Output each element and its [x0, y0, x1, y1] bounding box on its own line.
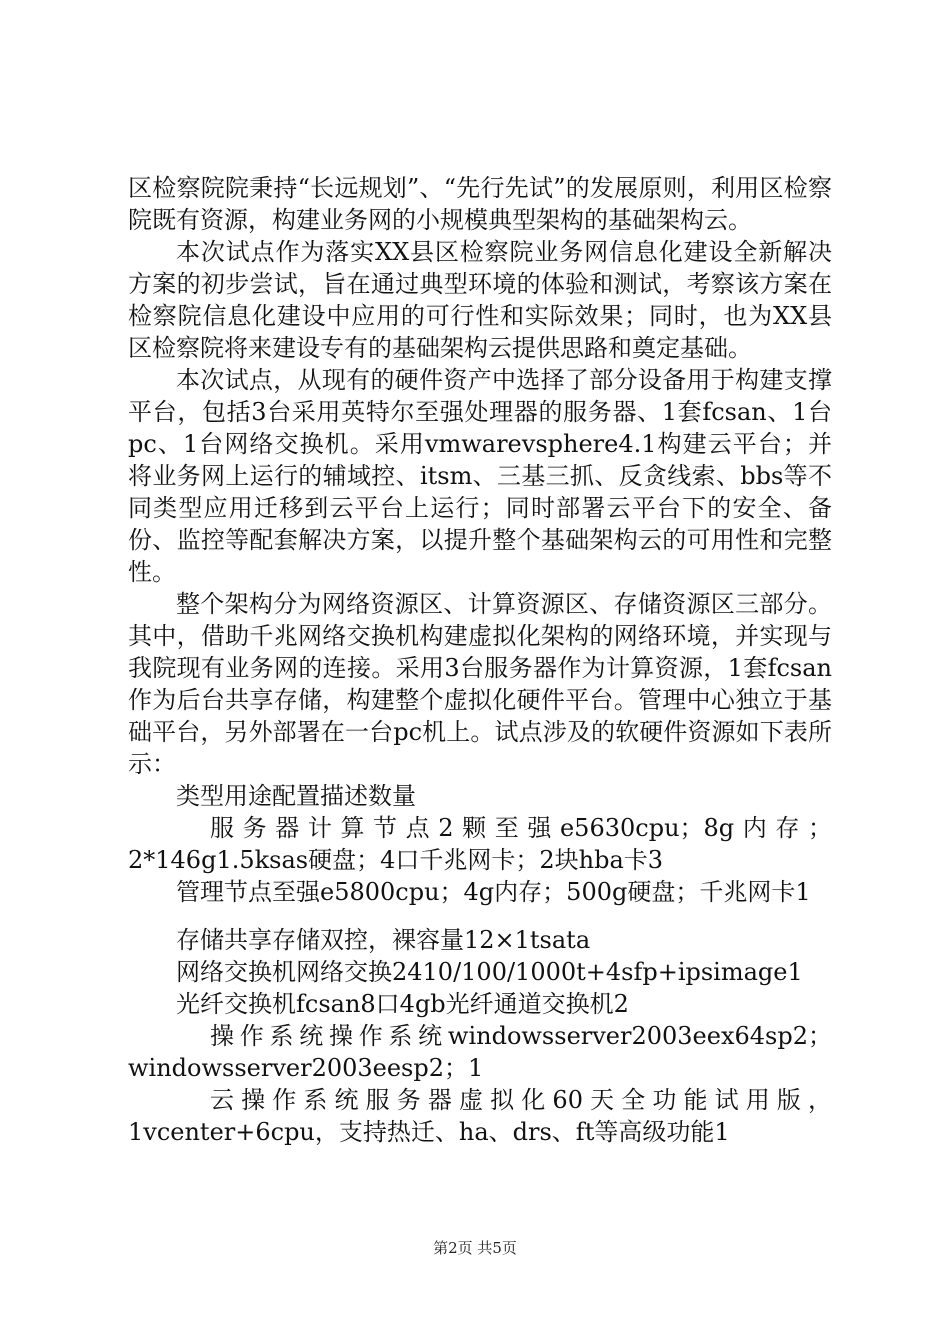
table-line-cloud-os: 云操作系统服务器虚拟化60天全功能试用版，1vcenter+6cpu，支持热迁、ha、drs、ft等高级功能1	[128, 1086, 832, 1146]
paragraph-4: 整个架构分为网络资源区、计算资源区、存储资源区三部分。其中，借助千兆网络交换机构建虚拟化架构的网络环境，并实现与我院现有业务网的连接。采用3台服务器作为计算资源，1套fcsan作为后台共享存储，构建整个虚拟化硬件平台。管理中心独立于基础平台，另外部署在一台pc机上。试点涉及的软硬件资源如下表所示：	[128, 590, 832, 778]
resource-table-text	[128, 780, 832, 1148]
page-footer: 第2页 共5页	[433, 1239, 517, 1257]
table-line-server-compute: 服务器计算节点2颗至强e5630cpu；8g内存；2*146g1.5ksas硬盘；4口千兆网卡；2块hba卡3	[128, 814, 832, 874]
table-line-server-management: 管理节点至强e5800cpu；4g内存；500g硬盘；千兆网卡1	[176, 878, 811, 906]
table-line-operating-system: 操作系统操作系统windowsserver2003eex64sp2；windowsserver2003eesp2；1	[128, 1022, 832, 1082]
table-header-line: 类型用途配置描述数量	[176, 782, 416, 810]
paragraph-3: 本次试点，从现有的硬件资产中选择了部分设备用于构建支撑平台，包括3台采用英特尔至强处理器的服务器、1套fcsan、1台pc、1台网络交换机。采用vmwarevsphere4.1构建云平台；并将业务网上运行的辅域控、itsm、三基三抓、反贪线索、bbs等不同类型应用迁移到云平台上运行；同时部署云平台下的安全、备份、监控等配套解决方案，以提升整个基础架构云的可用性和完整性。	[128, 366, 832, 586]
table-line-storage: 存储共享存储双控，裸容量12×1tsata	[176, 926, 591, 954]
table-line-network-switch: 网络交换机网络交换2410/100/1000t+4sfp+ipsimage1	[176, 958, 803, 986]
paragraph-2: 本次试点作为落实XX县区检察院业务网信息化建设全新解决方案的初步尝试，旨在通过典型环境的体验和测试，考察该方案在检察院信息化建设中应用的可行性和实际效果；同时，也为XX县区检察院将来建设专有的基础架构云提供思路和奠定基础。	[128, 238, 832, 362]
document-body	[128, 172, 832, 1148]
blank-gap	[128, 908, 832, 924]
table-line-fibre-switch: 光纤交换机fcsan8口4gb光纤通道交换机2	[176, 990, 629, 1018]
paragraph-1: 区检察院院秉持“长远规划”、“先行先试”的发展原则，利用区检察院既有资源，构建业务网的小规模典型架构的基础架构云。	[128, 174, 832, 234]
